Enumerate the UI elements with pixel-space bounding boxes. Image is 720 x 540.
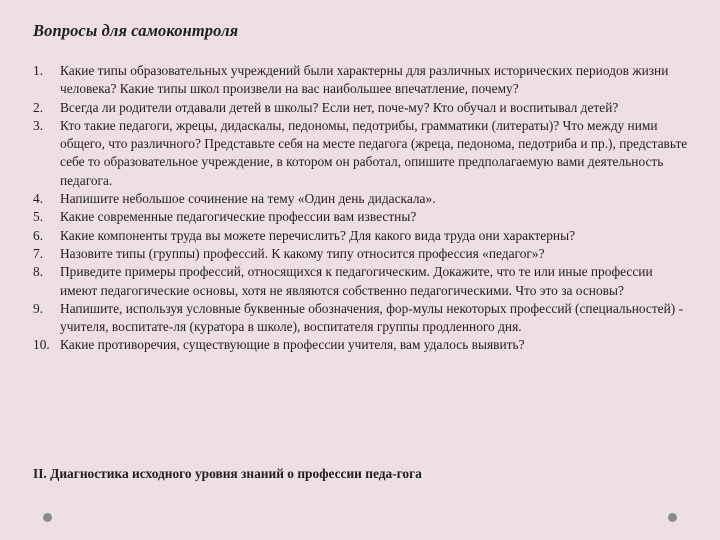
question-number: 8. [33,264,44,280]
decorative-dot-left [43,513,52,522]
question-item [33,245,693,263]
question-text: Приведите примеры профессий, относящихся к педагогическим. Докажите, что те или иные профессии имеют педагогические основы, хотя не являются собственно педагогическими. Что это за основы? [60,264,653,298]
question-number: 6. [33,227,44,243]
question-item [33,190,693,208]
question-text: Всегда ли родители отдавали детей в школы? Если нет, поче-му? Кто обучал и воспитывал детей? [60,99,619,115]
question-text: Напишите небольшое сочинение на тему «Один день дидаскала». [60,191,436,207]
section-heading: II. Диагностика исходного уровня знаний о профессии педа-гога [33,466,422,481]
question-item [33,208,693,226]
question-number: 7. [33,245,44,261]
question-number: 4. [33,191,44,207]
question-text: Какие современные педагогические профессии вам известны? [60,209,417,225]
question-item [33,263,693,300]
question-item [33,117,693,190]
decorative-dot-right [668,513,677,522]
question-item [33,336,693,354]
question-number: 3. [33,117,44,133]
question-text: Какие противоречия, существующие в профессии учителя, вам удалось выявить? [60,337,525,353]
question-number: 5. [33,209,44,225]
question-text: Какие компоненты труда вы можете перечислить? Для какого вида труда они характерны? [60,227,576,243]
question-text: Напишите, используя условные буквенные обозначения, фор-мулы некоторых профессий (специальностей) - учителя, воспитате-ля (куратора в школе), воспитателя группы продленного дня. [60,300,684,335]
question-item [33,99,693,117]
question-number: 10. [33,337,50,353]
question-text: Назовите типы (группы) профессий. К какому типу относится профессия «педагог»? [60,245,545,261]
question-text: Какие типы образовательных учреждений были характерны для различных исторических периодов жизни человека? Какие типы школ произвели на вас наибольшее впечатление, почему? [60,63,669,97]
question-item [33,300,693,337]
question-item [33,62,693,99]
question-text: Кто такие педагоги, жрецы, дидаскалы, педономы, педотрибы, грамматики (литераты)? Что между ними общего, что различного? Представьте себя на месте педагога (жреца, педонома, педотриба и пр.), представьте себе то образовательное учреждение, в котором он работал, опишите предполагаемую вами деятельность педагога. [60,117,688,188]
slide-title: Вопросы для самоконтроля [33,21,239,40]
question-number: 2. [33,99,44,115]
question-number: 9. [33,300,44,316]
question-item [33,227,693,245]
questions-list [33,62,693,355]
question-number: 1. [33,63,44,78]
